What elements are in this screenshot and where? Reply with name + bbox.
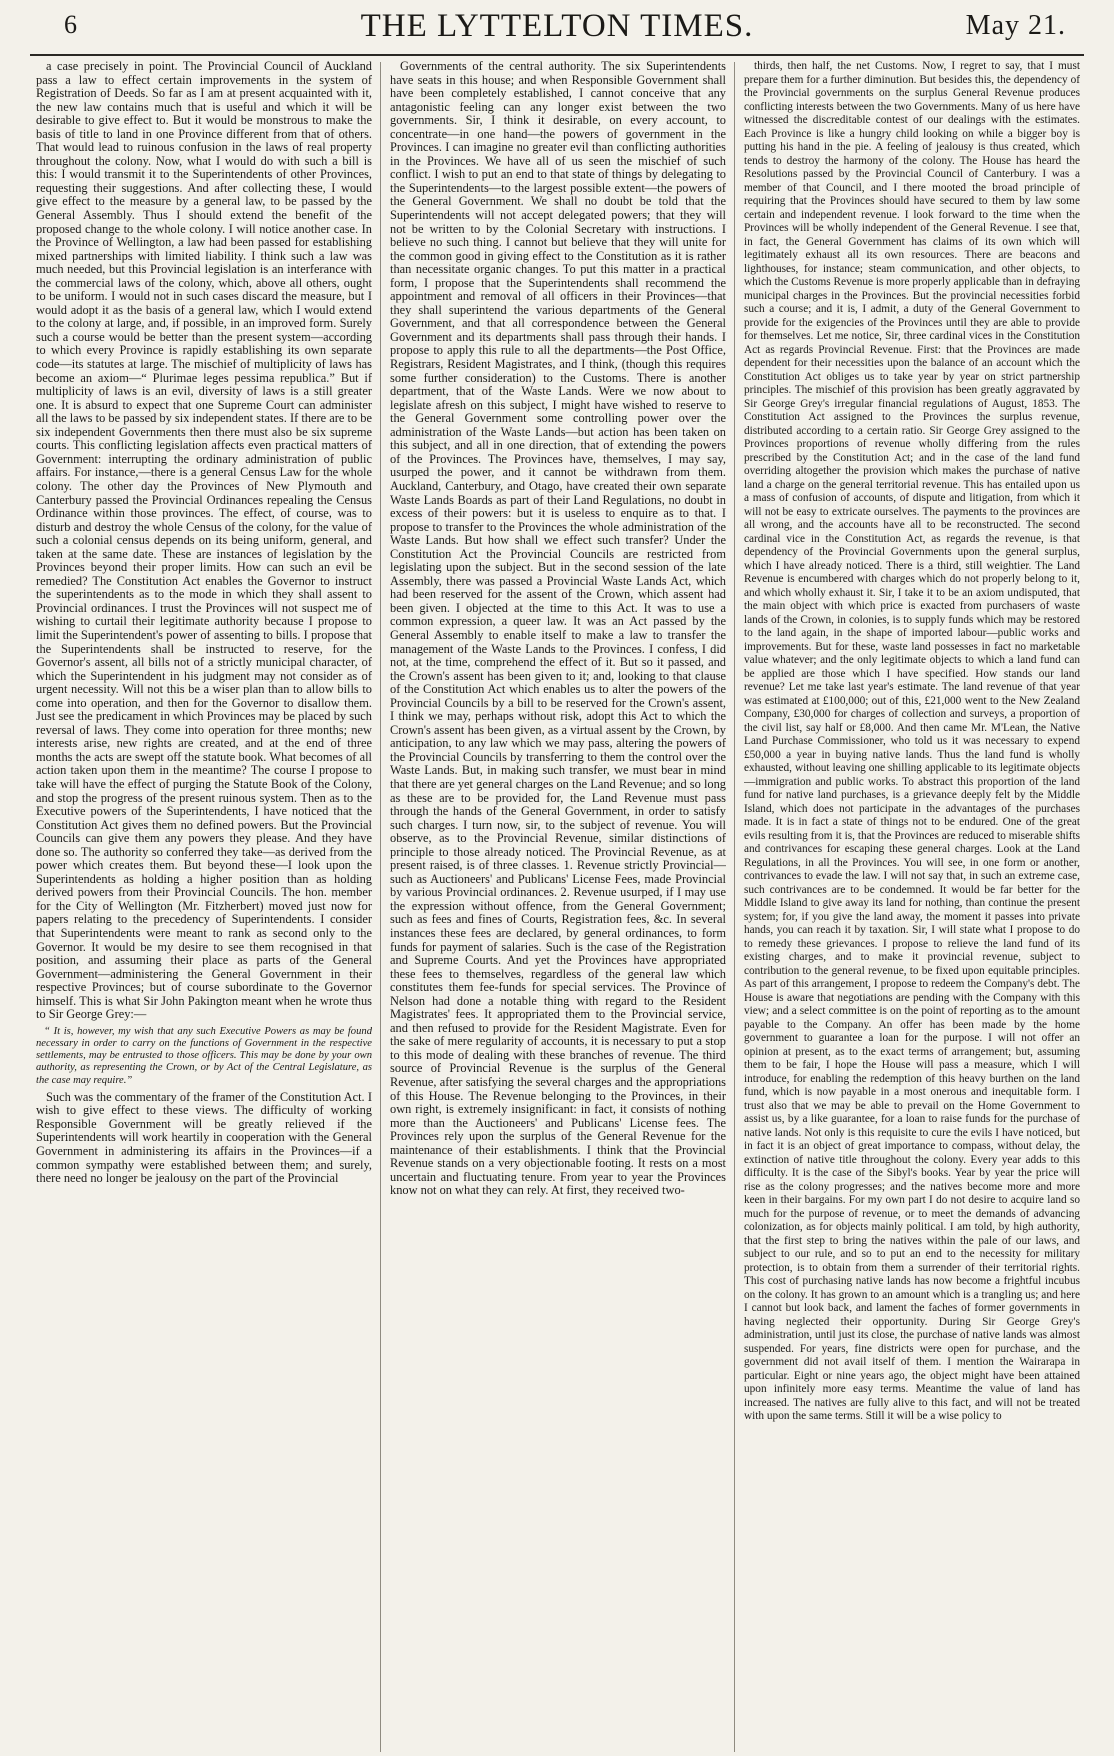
column-1 xyxy=(36,60,372,1750)
column-1-quotation: “ It is, however, my wish that any such Executive Powers as may be found necessary in order to carry on the functions of Government in the respective settlements, may be entrusted to those officers. This may be done by your own authority, as representing the Crown, or by Act of the Central Legislature, as the case may require.” xyxy=(36,1025,372,1086)
newspaper-title: THE LYTTELTON TIMES. xyxy=(360,8,754,44)
column-2-paragraph-1: Governments of the central authority. The six Superintendents have seats in this house; and when Responsible Government shall have been completely established, I cannot conceive that any antagonistic feeling can any longer exist between the two governments. Sir, I think it desirable, on every account, to concentrate—in one hand—the powers of government in the Provinces. I can imagine no greater evil than conflicting authorities in the Provinces. We have all of us seen the mischief of such conflict. I wish to put an end to that state of things by delegating to the Superintendents—to the largest possible extent—the powers of the General Government. We shall no doubt be told that the Superintendents will not accept delegated powers; that they will not be written to by the Colonial Secretary with instructions. I believe no such thing. I cannot but believe that they will unite for the common good in giving effect to the Constitution as it is rather than necessitate organic changes. To put this matter in a practical form, I propose that the Superintendents shall recommend the appointment and removal of all officers in their Provinces—that they shall superintend the various departments of the General Government, and that all correspondence between the General Government and its departments shall pass through their hands. I propose to apply this rule to all the departments—the Post Office, Registrars, Resident Magistrates, and I think, (though this requires some further consideration) to the Customs. There is another department, that of the Waste Lands. Were we now about to legislate afresh on this subject, I might have wished to reserve to the General Government some controlling power over the administration of the Waste Lands—but action has been taken on this subject, and all in one direction, that of extending the powers of the Provinces. The Provinces have, themselves, I may say, usurped the power, and it cannot be withdrawn from them. Auckland, Canterbury, and Otago, have created their own separate Waste Lands Boards as part of their Land Regulations, no doubt in excess of their powers: but it is useless to enquire as to that. I propose to transfer to the Provinces the whole administration of the Waste Lands. But how shall we effect such transfer? Under the Constitution Act the Provincial Councils are restricted from legislating upon the subject. But in the second session of the late Assembly, there was passed a Provincial Waste Lands Act, which had been reserved for the assent of the Crown, which assent had been given. I objected at the time to this Act. It was to use a common expression, a queer law. It was an Act passed by the General Assembly to enable itself to make a law to transfer the management of the Waste Lands to the Provinces. I confess, I did not, at the time, comprehend the effect of it. But so it passed, and the Crown's assent has been given to it; and, looking to that clause of the Constitution Act which enables us to alter the powers of the Provincial Councils by a bill to be reserved for the Crown's assent, I think we may, perhaps without risk, adopt this Act to which the Crown's assent has been given, as a virtual assent by the Crown, by anticipation, to any law which we may pass, altering the powers of the Provincial Councils by transferring to them the control over the Waste Lands. But, in making such transfer, we must bear in mind that there are yet general charges on the Land Revenue; and so long as these are to be provided for, the Land Revenue must pass through the hands of the General Government, in order to satisfy such charges. I turn now, sir, to the subject of revenue. You will observe, as to the Provincial Revenue, similar distinctions of principle to those already noticed. The Provincial Revenue, as at present raised, is of three classes. 1. Revenue strictly Provincial—such as Auctioneers' and Publicans' License Fees, made Provincial by various Provincial ordinances. 2. Revenue usurped, if I may use the expression without offence, from the General Government; such as fees and fines of Courts, Registration fees, &c. In several instances these fees are declared, by general ordinances, to form funds for payment of salaries. Such is the case of the Registration and Supreme Courts. And yet the Provinces have appropriated these fees to themselves, regardless of the general law which constitutes them fee-funds for special services. The Province of Nelson had done a notable thing with regard to the Resident Magistrates' fees. It appropriated them to the Provincial service, and then refused to provide for the Resident Magistrate. Even for the sake of mere regularity of accounts, it is necessary to put a stop to this mode of dealing with these branches of revenue. The third source of Provincial Revenue is the surplus of the General Revenue, after satisfying the several charges and the appropriations of this House. The Revenue belonging to the Provinces, in their own right, is extremely insignificant: in fact, it consists of nothing more than the Auctioneers' and Publicans' License fees. The Provinces rely upon the surplus of the General Revenue for the maintenance of their establishments. I think that the Provincial Revenue stands on a very objectionable footing. It rests on a most uncertain and fluctuating tenure. From year to year the Provinces know not on what they can rely. At first, they received two- xyxy=(390,60,726,1198)
masthead xyxy=(28,8,1086,48)
masthead-rule xyxy=(30,54,1084,56)
page-number: 6 xyxy=(64,10,77,39)
column-divider-2 xyxy=(734,62,735,1752)
column-3 xyxy=(744,60,1080,1750)
column-1-paragraph-1: a case precisely in point. The Provincial Council of Auckland pass a law to effect certain improvements in the system of Registration of Deeds. So far as I am at present acquainted with it, the new law contains much that is useful and which it will be desirable to give effect to. But it would be monstrous to make the basis of title to land in one Province different from that of others. That would lead to ruinous confusion in the laws of real property throughout the colony. Now, what I would do with such a bill is this: I would transmit it to the Superintendents of other Provinces, requesting their suggestions. And after collecting these, I would give effect to the measure by a general law, to be passed by the General Assembly. Thus I should extend the benefit of the proposed change to the whole colony. I will notice another case. In the Province of Wellington, a law had been passed for establishing mixed partnerships with limited liability. I think such a law was much needed, but this Provincial legislation is an interferance with the commercial laws of the colony, which, above all others, ought to be uniform. I would not in such cases discard the measure, but I would adopt it as the basis of a general law, which I would extend to the colony at large, and, if possible, in an improved form. Surely such a course would be better than the present system—according to which every Province is rapidly establishing its own separate code—its statutes at large. The mischief of multiplicity of laws has become an axiom—“ Plurimae leges pessima republica.” But if multiplicity of laws is an evil, diversity of laws is a still greater one. It is absurd to expect that one Supreme Court can administer all the laws to be passed by six independent states. If there are to be six independent Governments then there must also be six supreme courts. This conflicting legislation affects even practical matters of Government: interrupting the ordinary administration of public affairs. For instance,—there is a general Census Law for the whole colony. The other day the Provinces of New Plymouth and Canterbury passed the Provincial Ordinances repealing the Census Ordinance within those provinces. The effect, of course, was to disturb and destroy the whole Census of the colony, for the value of such a colonial census depends on its being uniform, general, and taken at the same date. These are instances of legislation by the Provinces beyond their proper limits. How can such an evil be remedied? The Constitution Act enables the Governor to instruct the superintendents as to the mode in which they shall assent to Provincial ordinances. I trust the Provinces will not suspect me of wishing to curtail their legitimate authority because I propose to limit the Superintendent's power of assenting to bills. I propose that the Superintendents shall be instructed to reserve, for the Governor's assent, all bills not of a strictly municipal character, of which the Superintendent in his judgment may not consider as of urgent necessity. Will not this be a wiser plan than to allow bills to come into operation, and then for the Governor to disallow them. Just see the predicament in which Provinces may be placed by such reversal of laws. They come into operation for three months; new interests arise, new rights are created, and at the end of three months the acts are swept off the statute book. What becomes of all action taken upon them in the meantime? The course I propose to take will have the effect of purging the Statute Book of the Colony, and stop the progress of the present ruinous system. Then as to the Executive powers of the Superintendents, I have noticed that the Constitution Act gives them no defined powers. But the Provincial Councils can give them any powers they please. And they have done so. The authority so conferred they take—as derived from the power which creates them. But beyond these—I look upon the Superintendents as holding a higher position than as holding derived powers from their Provincial Councils. The hon. member for the City of Wellington (Mr. Fitzherbert) moved just now for papers relating to the precedency of Superintendents. I consider that Superintendents were meant to rank as second only to the Governor. It would be my desire to see them recognised in that position, and assuming their place as parts of the General Government—administering the General Government in their respective Provinces; but of course subordinate to the Governor himself. This is what Sir John Pakington meant when he wrote thus to Sir George Grey:— xyxy=(36,60,372,1022)
issue-date: May 21. xyxy=(965,10,1066,41)
article-columns xyxy=(36,60,1080,1750)
column-divider-1 xyxy=(380,62,381,1752)
column-1-paragraph-2: Such was the commentary of the framer of the Constitution Act. I wish to give effect to these views. The difficulty of working Responsible Government will be greatly relieved if the Superintendents will work heartily in cooperation with the General Government in administering its affairs in the Provinces—if a common sympathy were established between them; and surely, there need no longer be jealousy on the part of the Provincial xyxy=(36,1089,372,1186)
column-2 xyxy=(390,60,726,1750)
column-3-paragraph-1: thirds, then half, the net Customs. Now, I regret to say, that I must prepare them for a further diminution. But besides this, the dependency of the Provincial governments on the surplus General Revenue produces conflicting interests between the two Governments. Many of us here have witnessed the discreditable contest of our dealings with the estimates. Each Province is like a hungry child looking on while a bigger boy is putting his hand in the pie. A feeling of jealousy is thus created, which tends to destroy the harmony of the colony. The House has heard the Resolutions passed by the Provincial Council of Canterbury. I was a member of that Council, and I there mooted the broad principle of requiring that the Provinces should have secured to them by law some certain and independent revenue. I look forward to the time when the Provinces will be wholly independent of the General Revenue. I see that, in fact, the General Government has claims of its own which will legitimately exhaust all its own resources. There are beacons and lighthouses, for instance; steam communication, and other objects, to which the Customs Revenue is more properly applicable than in defraying municipal charges in the Provinces. But the provincial necessities forbid such a course; and it is, I admit, a duty of the General Government to provide for the exigencies of the Provinces until they are able to provide for themselves. Let me notice, Sir, three cardinal vices in the Constitution Act as regards Provincial Revenue. First: that the Provinces are made dependent for their necessities upon the balance of an account which the Constitution Act obliges us to take year by year on strict partnership principles. The mischief of this provision has been greatly aggravated by Sir George Grey's irregular financial regulations of August, 1853. The Constitution Act assigned to the Provinces the surplus revenue, distributed according to a certain ratio. Sir George Grey assigned to the Provinces proportions of revenue wholly differing from the rules prescribed by the Constitution Act; and in the case of the land fund overriding altogether the provision which makes the purchase of native land a charge on the general territorial revenue. This has entailed upon us a mass of confusion of accounts, of dispute and litigation, from which it will not be easy to extricate ourselves. The payments to the provinces are all wrong, and the accounts have all to be reconstructed. The second cardinal vice in the Constitution Act, as regards the revenue, is that dependency of the Provincial Governments upon the general surplus, which I have already noticed. There is a third, still weightier. The Land Revenue is encumbered with charges which do not properly belong to it, and which wholly exhaust it. Sir, I take it to be an axiom undisputed, that the main object with which price is exacted from purchasers of waste lands of the Crown, in colonies, is to supply funds which may be restored to the land again, in the shape of imported labour—public works and improvements. But for these, waste land possesses in fact no marketable value whatever; and the only legitimate objects to which a land fund can be applied are those which I have specified. How stands our land revenue? Let me take last year's estimate. The land revenue of that year was estimated at £100,000; out of this, £21,000 went to the New Zealand Company, £30,000 for charges of collection and surveys, a proportion of the civil list, say half or £8,000. And then came Mr. M'Lean, the Native Land Purchase Commissioner, who told us it was necessary to expend £50,000 a year in buying native lands. Thus the land fund is wholly exhausted, without leaving one shilling applicable to its legitimate objects—immigration and public works. To abstract this proportion of the land fund for native land purchases, is a grievance deeply felt by the Middle Island, which does not participate in the advantages of the purchases made. It is in fact a state of things not to be endured. One of the great evils resulting from it is, that the Provinces are reduced to miserable shifts and contrivances for escaping these general charges. Look at the Land Regulations, in all the Provinces. You will see, in one form or another, contrivances to evade the law. I will not say that, in such an extreme case, such contrivances are to be condemned. It would be far better for the Middle Island to give away its land for nothing, than continue the present system; for, if you give the land away, the moment it passes into private hands, you can reach it by taxation. Sir, I will state what I propose to do to remedy these grievances. I propose to relieve the land fund of its existing charges, and to make it provincial revenue, subject to contribution to the general revenue, to be fixed upon equitable principles. As part of this arrangement, I propose to redeem the Company's debt. The House is aware that negotiations are pending with the Company with this view; and a select committee is on the point of reporting as to the amount payable to the Company. An offer has been made by the home government to guarantee a loan for the purpose. I will not offer an opinion at present, as to the exact terms of arrangement; but, assuming them to be fair, I hope the House will pass a measure, which I will introduce, for enabling the redemption of this heavy burthen on the land fund, which is now payable in a most onerous and inequitable form. I trust also that we may be able to prevail on the Home Government to assist us, by a like guarantee, for a loan to raise funds for the purchase of native lands. Not only is this requisite to cure the evils I have noticed, but in fact it is an object of great importance to compass, without delay, the extinction of native title throughout the colony. Every year adds to this difficulty. It is the case of the Sibyl's books. Year by year the price will rise as the colony progresses; and the natives become more and more keen in their bargains. For my own part I do not desire to acquire land so much for the purpose of revenue, or to meet the demands of advancing colonization, as for objects mainly political. I am told, by high authority, that the first step to bring the natives within the pale of our laws, and subject to our rule, and so to put an end to the necessity for military protection, is to obtain from them a surrender of their territorial rights. This cost of purchasing native lands has now become a frightful incubus on the colony. It has grown to an amount which is a trangling us; and here I cannot but look back, and lament the faches of former governments in having neglected their opportunity. During Sir George Grey's administration, until just its close, the purchase of native lands was almost suspended. For years, fine districts were open for purchase, and the government did not avail itself of them. I mention the Wairarapa in particular. Eight or nine years ago, the object might have been attained upon infinitely more easy terms. Meantime the value of land has increased. The natives are fully alive to this fact, and will not be treated with upon the same terms. Still it will be a wise policy to xyxy=(744,60,1080,1422)
